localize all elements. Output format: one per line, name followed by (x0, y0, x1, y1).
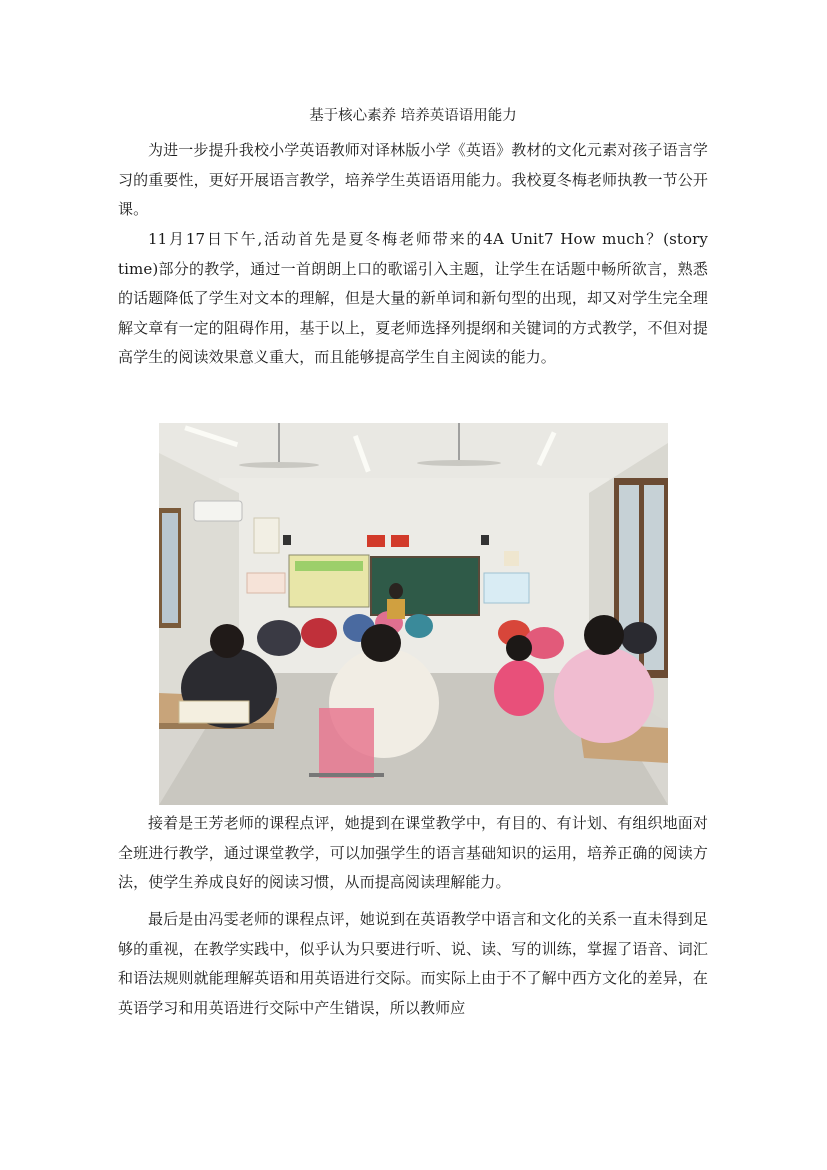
paragraph-review-feng: 最后是由冯雯老师的课程点评，她说到在英语教学中语言和文化的关系一直未得到足够的重视，在教学实践中，似乎认为只要进行听、说、读、写的训练，掌握了语音、词汇和语法规则就能理解英语和用英语进行交际。而实际上由于不了解中西方文化的差异，在英语学习和用英语进行交际中产生错误，所以教师应 (118, 910, 708, 1017)
classroom-photo (159, 423, 668, 805)
classroom-photo-illustration (159, 423, 668, 805)
paragraph-review-wang: 接着是王芳老师的课程点评，她提到在课堂教学中，有目的、有计划、有组织地面对全班进行教学，通过课堂教学，可以加强学生的语言基础知识的运用，培养正确的阅读方法，使学生养成良好的阅读习惯，从而提高阅读理解能力。 (118, 814, 708, 891)
paragraph-lesson: 11月17日下午,活动首先是夏冬梅老师带来的4A Unit7 How much？(story time)部分的教学，通过一首朗朗上口的歌谣引入主题，让学生在话题中畅所欲言，熟悉的话题降低了学生对文本的理解，但是大量的新单词和新句型的出现，却又对学生完全理解文章有一定的阻碍作用，基于以上，夏老师选择列提纲和关键词的方式教学，不但对提高学生的阅读效果意义重大，而且能够提高学生自主阅读的能力。 (118, 230, 708, 366)
page-title: 基于核心素养 培养英语语用能力 (309, 108, 517, 124)
paragraph-intro: 为进一步提升我校小学英语教师对译林版小学《英语》教材的文化元素对孩子语言学习的重要性，更好开展语言教学，培养学生英语语用能力。我校夏冬梅老师执教一节公开课。 (118, 141, 708, 218)
